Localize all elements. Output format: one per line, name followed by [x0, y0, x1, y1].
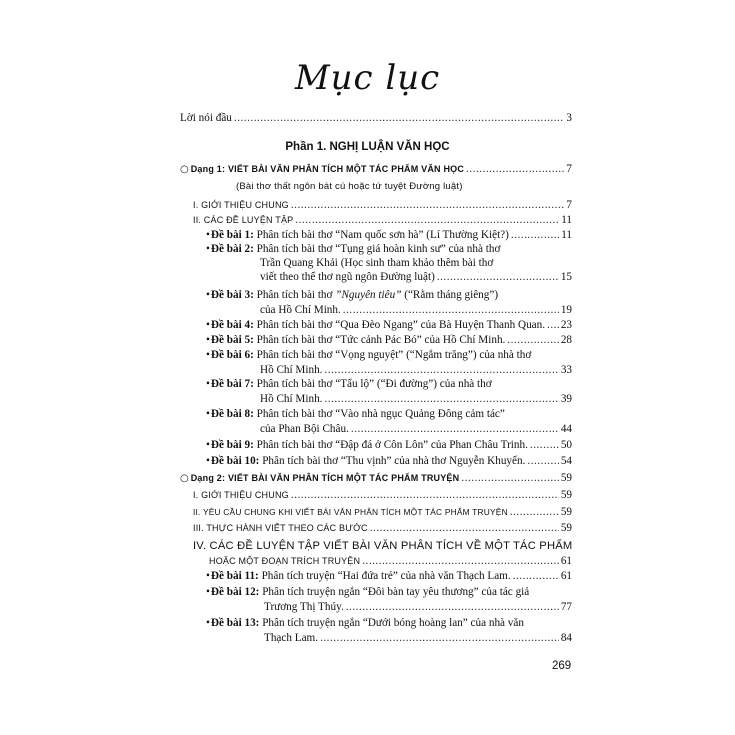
leader-dots: [461, 472, 558, 485]
exercise-number: Đề bài 8:: [210, 408, 254, 420]
toc-entry-exercise-8-line2[interactable]: [260, 423, 572, 436]
bullet-icon: •: [206, 319, 210, 331]
leader-dots: [346, 601, 559, 614]
bullet-icon: •: [206, 570, 210, 582]
entry-label: I. GIỚI THIỆU CHUNG: [193, 490, 289, 500]
exercise-text: Phân tích truyện “Hai đứa trẻ” của nhà văn Thạch Lam.: [261, 570, 511, 582]
leader-dots: [320, 632, 559, 645]
entry-page: 39: [560, 393, 572, 405]
toc-entry-exercise-1[interactable]: [206, 229, 572, 242]
entry-page: 11: [561, 214, 572, 226]
entry-page: 59: [560, 489, 572, 501]
toc-entry-exercise-11[interactable]: [206, 570, 572, 583]
leader-dots: [291, 199, 565, 212]
exercise-text: Phân tích truyện ngắn “Dưới bóng hoàng lan” của nhà văn: [262, 617, 524, 629]
bullet-icon: •: [206, 334, 210, 346]
type-note: (Bài thơ thất ngôn bát cú hoặc tứ tuyệt Đường luật): [236, 181, 463, 192]
exercise-number: Đề bài 6:: [210, 349, 254, 361]
bullet-icon: •: [206, 439, 210, 451]
leader-dots: [466, 163, 564, 176]
exercise-text: của Hồ Chí Minh.: [260, 304, 341, 316]
exercise-text: Thạch Lam.: [264, 632, 319, 644]
entry-label: HOẶC MỘT ĐOẠN TRÍCH TRUYỆN: [209, 556, 361, 566]
leader-dots: [324, 364, 558, 377]
circle-bullet-icon: ○: [180, 164, 189, 175]
toc-entry-t2-practice[interactable]: [193, 522, 572, 535]
toc-entry-type1[interactable]: [180, 163, 572, 176]
entry-page: 59: [560, 472, 572, 484]
toc-entry-exercise-10[interactable]: [206, 455, 572, 468]
bullet-icon: •: [206, 455, 210, 467]
exercise-text: Phân tích bài thơ “Tẩu lộ” (“Đi đường”) của nhà thơ: [256, 378, 492, 390]
exercise-text: Hồ Chí Minh.: [260, 364, 323, 376]
toc-entry-exercise-4[interactable]: [206, 319, 572, 332]
poem-title: ”Nguyên tiêu”: [335, 289, 402, 301]
leader-dots: [351, 423, 559, 436]
bullet-icon: •: [206, 378, 210, 390]
entry-label: II. YÊU CẦU CHUNG KHI VIẾT BÀI VĂN PHÂN TÍCH MỘT TÁC PHẨM TRUYỆN: [193, 507, 508, 517]
entry-page: 59: [560, 522, 572, 534]
toc-entry-exercise-3-line2[interactable]: [260, 304, 572, 317]
exercise-number: Đề bài 4:: [210, 319, 254, 331]
entry-page: 11: [561, 229, 572, 241]
toc-entry-t1-exercises[interactable]: [193, 214, 572, 227]
exercise-number: Đề bài 3:: [210, 289, 254, 301]
exercise-text: Trương Thị Thúy.: [264, 601, 344, 613]
entry-page: 7: [566, 163, 572, 175]
exercise-text: Phân tích bài thơ “Vọng nguyệt” (“Ngắm trăng”) của nhà thơ: [256, 349, 532, 361]
toc-entry-exercise-7-line1[interactable]: [206, 378, 492, 391]
leader-dots: [295, 214, 559, 227]
exercise-text: Phân tích bài thơ “Thu vịnh” của nhà thơ Nguyễn Khuyến.: [262, 455, 526, 467]
leader-dots: [234, 112, 565, 125]
exercise-text: Phân tích bài thơ “Vào nhà ngục Quảng Đông cảm tác”: [256, 408, 505, 420]
toc-entry-exercise-2-line1[interactable]: [206, 243, 500, 256]
toc-entry-t2-intro[interactable]: [193, 489, 572, 502]
exercise-text: Phân tích bài thơ “Nam quốc sơn hà” (Lí Thường Kiệt?): [256, 229, 509, 241]
entry-page: 23: [560, 319, 572, 331]
entry-page: 44: [560, 423, 572, 435]
entry-page: 77: [560, 601, 572, 613]
toc-entry-t2-requirements[interactable]: [193, 506, 572, 519]
toc-entry-exercise-13-line2[interactable]: [264, 632, 572, 645]
entry-page: 59: [560, 506, 572, 518]
entry-page: 33: [560, 364, 572, 376]
entry-label: I. GIỚI THIỆU CHUNG: [193, 200, 289, 210]
exercise-text: Phân tích bài thơ “Tức cảnh Pác Bó” của Hồ Chí Minh.: [256, 334, 506, 346]
exercise-text: Phân tích bài thơ “Đập đá ở Côn Lôn” của Phan Châu Trinh.: [256, 439, 528, 451]
toc-entry-exercise-9[interactable]: [206, 439, 572, 452]
page-title: Mục lục: [294, 58, 441, 98]
part-heading: Phần 1. NGHỊ LUẬN VĂN HỌC: [285, 141, 450, 153]
type-label: Dạng 2:: [190, 473, 226, 483]
leader-dots: [437, 271, 559, 284]
toc-entry-foreword[interactable]: [180, 112, 572, 125]
toc-entry-type2[interactable]: [180, 472, 572, 485]
exercise-number: Đề bài 11:: [210, 570, 259, 582]
circle-bullet-icon: ○: [180, 473, 189, 484]
exercise-text: Phân tích bài thơ: [256, 289, 336, 301]
bullet-icon: •: [206, 617, 210, 629]
leader-dots: [324, 393, 558, 406]
toc-entry-t2-exercises-line1[interactable]: IV. CÁC ĐỀ LUYỆN TẬP VIẾT BÀI VĂN PHÂN TÍCH VỀ MỘT TÁC PHẨM: [193, 540, 573, 552]
leader-dots: [527, 455, 558, 468]
entry-page: 54: [560, 455, 572, 467]
exercise-text: của Phan Bội Châu.: [260, 423, 349, 435]
leader-dots: [370, 522, 559, 535]
toc-entry-exercise-2-line3[interactable]: [260, 271, 572, 284]
exercise-text-tail: (“Rằm tháng giêng”): [401, 289, 499, 301]
entry-label: Lời nói đầu: [180, 112, 232, 124]
exercise-number: Đề bài 12:: [210, 586, 260, 598]
leader-dots: [507, 334, 558, 347]
toc-entry-exercise-12-line2[interactable]: [264, 601, 572, 614]
exercise-text: Phân tích bài thơ “Qua Đèo Ngang” của Bà Huyện Thanh Quan.: [256, 319, 546, 331]
bullet-icon: •: [206, 229, 210, 241]
toc-entry-exercise-8-line1[interactable]: [206, 408, 505, 421]
bullet-icon: •: [206, 349, 210, 361]
exercise-text: Hồ Chí Minh.: [260, 393, 323, 405]
toc-entry-exercise-12-line1[interactable]: [206, 586, 529, 599]
toc-entry-t2-exercises-line2[interactable]: [209, 555, 572, 568]
toc-entry-exercise-13-line1[interactable]: [206, 617, 524, 630]
entry-page: 61: [560, 570, 572, 582]
page-number: 269: [552, 660, 572, 672]
type-title: VIẾT BÀI VĂN PHÂN TÍCH MỘT TÁC PHẨM TRUYỆN: [227, 473, 460, 483]
entry-page: 3: [566, 112, 572, 124]
toc-entry-exercise-6-line1[interactable]: [206, 349, 531, 362]
type-label: Dạng 1:: [190, 164, 226, 174]
leader-dots: [547, 319, 559, 332]
toc-entry-exercise-5[interactable]: [206, 334, 572, 347]
exercise-number: Đề bài 9:: [210, 439, 254, 451]
type-title: VIẾT BÀI VĂN PHÂN TÍCH MỘT TÁC PHẨM VĂN HỌC: [227, 164, 465, 174]
toc-entry-t1-intro[interactable]: [193, 199, 572, 212]
bullet-icon: •: [206, 408, 210, 420]
exercise-text: Phân tích bài thơ “Tụng giá hoàn kinh sư” của nhà thơ: [256, 243, 501, 255]
entry-page: 15: [560, 271, 572, 283]
leader-dots: [530, 439, 559, 452]
entry-page: 28: [560, 334, 572, 346]
toc-entry-exercise-7-line2[interactable]: [260, 393, 572, 406]
leader-dots: [511, 229, 559, 242]
entry-page: 7: [566, 199, 572, 211]
leader-dots: [362, 555, 559, 568]
entry-label: III. THỰC HÀNH VIẾT THEO CÁC BƯỚC: [193, 523, 368, 533]
leader-dots: [510, 506, 559, 519]
exercise-text: viết theo thể thơ ngũ ngôn Đường luật): [260, 271, 435, 283]
exercise-2-line2: Trần Quang Khải (Học sinh tham khảo thêm bài thơ: [260, 257, 494, 269]
entry-page: 84: [560, 632, 572, 644]
bullet-icon: •: [206, 289, 210, 301]
leader-dots: [513, 570, 559, 583]
toc-entry-exercise-3-line1[interactable]: [206, 289, 498, 302]
entry-page: 61: [560, 555, 572, 567]
exercise-number: Đề bài 7:: [210, 378, 254, 390]
exercise-number: Đề bài 5:: [210, 334, 254, 346]
exercise-number: Đề bài 13:: [210, 617, 260, 629]
bullet-icon: •: [206, 586, 210, 598]
leader-dots: [291, 489, 559, 502]
leader-dots: [343, 304, 559, 317]
entry-label: II. CÁC ĐỀ LUYỆN TẬP: [193, 215, 294, 225]
toc-entry-exercise-6-line2[interactable]: [260, 364, 572, 377]
bullet-icon: •: [206, 243, 210, 255]
exercise-number: Đề bài 2:: [210, 243, 254, 255]
exercise-number: Đề bài 1:: [210, 229, 254, 241]
entry-page: 19: [560, 304, 572, 316]
exercise-text: Phân tích truyện ngắn “Đôi bàn tay yêu thương” của tác giả: [262, 586, 530, 598]
entry-page: 50: [560, 439, 572, 451]
exercise-number: Đề bài 10:: [210, 455, 260, 467]
